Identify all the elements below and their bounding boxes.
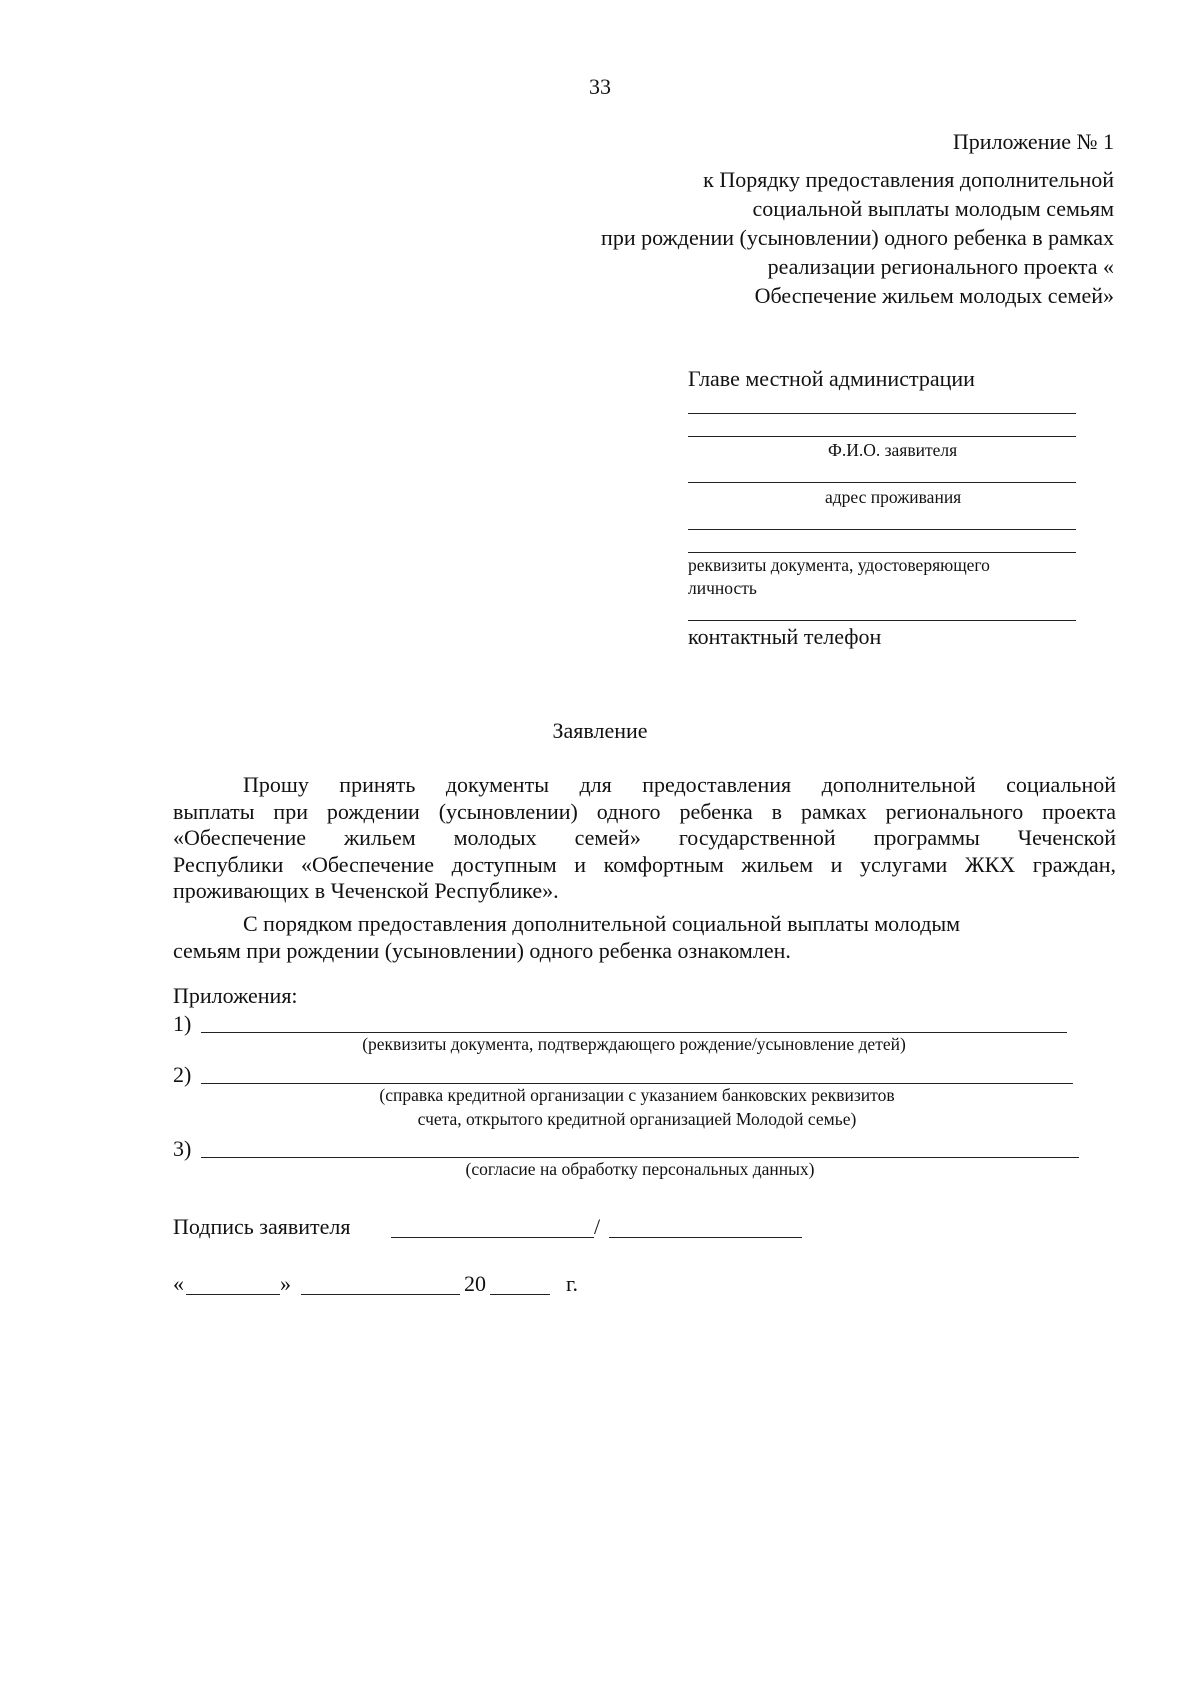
paragraph-request (173, 772, 1116, 905)
attachment-blank-line (201, 1083, 1073, 1084)
date-open-quote: « (173, 1271, 184, 1296)
date-close-quote: » (280, 1271, 291, 1296)
blank-line (688, 552, 1076, 553)
annex-line: социальной выплаты молодым семьям (752, 196, 1114, 221)
annex-line: при рождении (усыновлении) одного ребенка в рамках (601, 225, 1114, 250)
blank-line (688, 436, 1076, 437)
addressee: Главе местной администрации (688, 366, 975, 391)
attachment-caption: (реквизиты документа, подтверждающего рождение/усыновление детей) (362, 1034, 906, 1054)
paragraph-line: проживающих в Чеченской Республике». (173, 878, 559, 903)
paragraph-line: «Обеспечение жильем молодых семей» государственной программы Чеченской (173, 825, 1116, 850)
document-caption: реквизиты документа, удостоверяющего (688, 555, 990, 575)
document-heading: Заявление (552, 718, 648, 743)
annex-line: к Порядку предоставления дополнительной (703, 167, 1114, 192)
paragraph-line: Прошу принять документы для предоставления дополнительной социальной (243, 772, 1116, 797)
attachment-number: 1) (173, 1011, 192, 1036)
attachment-caption: (справка кредитной организации с указанием банковских реквизитов (379, 1085, 895, 1105)
signature-name-blank-line (609, 1237, 802, 1238)
attachment-caption: счета, открытого кредитной организацией Молодой семье) (417, 1109, 857, 1129)
address-caption: адрес проживания (825, 487, 962, 507)
document-caption: личность (688, 578, 757, 598)
attachment-caption: (согласие на обработку персональных данных) (465, 1159, 815, 1179)
blank-line (688, 413, 1076, 414)
annex-description (494, 165, 1114, 310)
annex-line: реализации регионального проекта « (767, 254, 1114, 279)
day-blank-line (186, 1294, 280, 1295)
signature-separator: / (594, 1214, 601, 1239)
paragraph-line: семьям при рождении (усыновлении) одного ребенка ознакомлен. (173, 937, 791, 963)
year-century: 20 (464, 1271, 486, 1296)
signature-blank-line (391, 1237, 594, 1238)
attachments-title: Приложения: (173, 983, 298, 1008)
signature-label: Подпись заявителя (173, 1214, 351, 1239)
paragraph-line: С порядком предоставления дополнительной социальной выплаты молодым (243, 911, 961, 936)
blank-line (688, 482, 1076, 483)
year-suffix: г. (566, 1271, 579, 1296)
blank-line (688, 620, 1076, 621)
blank-line (688, 529, 1076, 530)
attachment-number: 3) (173, 1136, 192, 1161)
page-number: 33 (589, 74, 611, 99)
paragraph-line: выплаты при рождении (усыновлении) одного ребенка в рамках регионального проекта (173, 798, 1116, 824)
phone-caption: контактный телефон (688, 624, 882, 649)
attachment-blank-line (201, 1157, 1079, 1158)
fio-caption: Ф.И.О. заявителя (828, 440, 958, 460)
month-blank-line (301, 1294, 460, 1295)
year-blank-line (490, 1294, 550, 1295)
attachment-number: 2) (173, 1062, 192, 1087)
annex-line: Обеспечение жильем молодых семей» (754, 283, 1114, 308)
paragraph-acknowledgement (173, 911, 1116, 964)
attachment-blank-line (201, 1032, 1067, 1033)
annex-title: Приложение № 1 (952, 129, 1114, 154)
paragraph-line: Республики «Обеспечение доступным и комфортным жильем и услугами ЖКХ граждан, (173, 851, 1116, 877)
